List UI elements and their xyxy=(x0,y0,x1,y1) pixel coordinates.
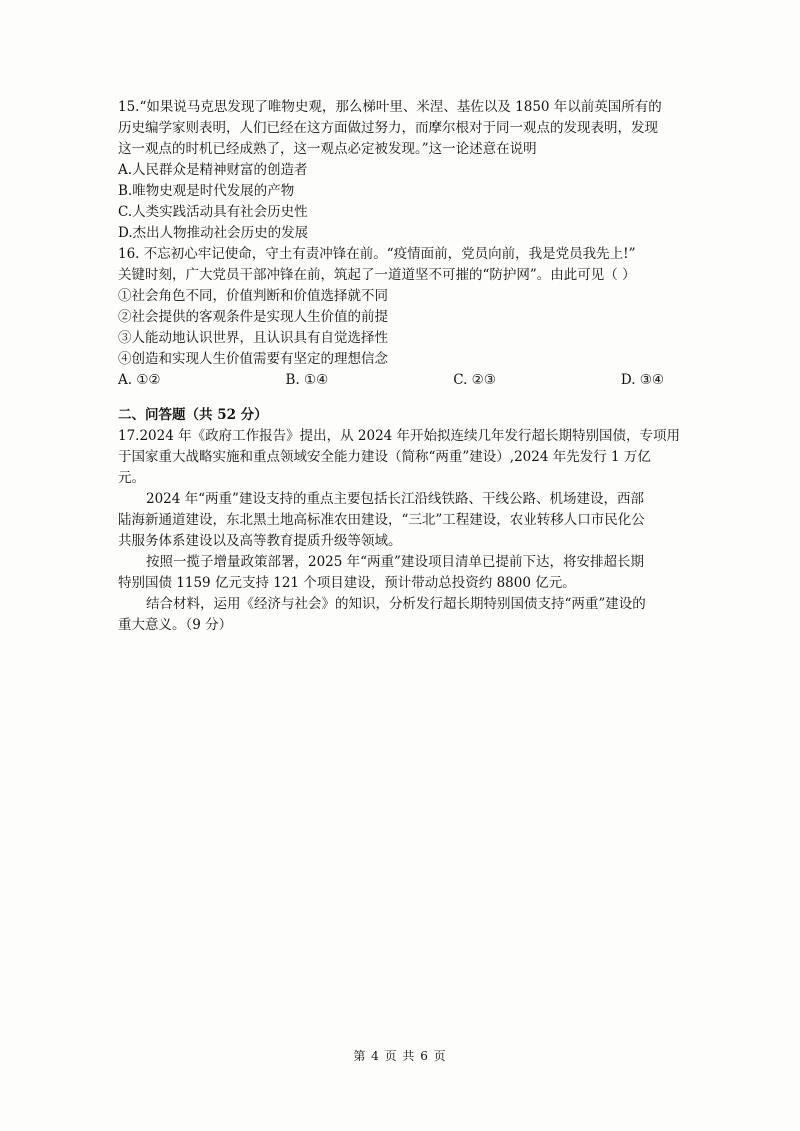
question-15 xyxy=(118,97,690,244)
question-16-statement-2: ②社会提供的客观条件是实现人生价值的前提 xyxy=(118,309,388,325)
question-17-paragraph-3-line: 特别国债 1159 亿元支持 121 个项目建设，预计带动总投资约 8800 亿元。 xyxy=(118,575,576,591)
question-17-intro-line: 元。 xyxy=(118,470,145,486)
question-16-option-c: C. ②③ xyxy=(453,372,496,388)
question-15-option-b: B.唯物史观是时代发展的产物 xyxy=(118,183,295,199)
question-17-paragraph-2-line: 共服务体系建设以及高等教育提质升级等领域。 xyxy=(118,533,402,549)
question-17-intro-line: 17.2024 年《政府工作报告》提出，从 2024 年开始拟连续几年发行超长期特别国债，专项用 xyxy=(118,428,681,444)
question-15-stem-line: 15.“如果说马克思发现了唯物史观，那么梯叶里、米涅、基佐以及 1850 年以前英国所有的 xyxy=(118,99,662,115)
question-17-prompt-line: 重大意义。（9 分） xyxy=(118,617,233,633)
question-16-options xyxy=(118,370,664,391)
question-16-statement-3: ③人能动地认识世界，且认识具有自觉选择性 xyxy=(118,330,388,346)
question-15-option-d: D.杰出人物推动社会历史的发展 xyxy=(118,225,309,241)
question-15-stem-line: 历史编学家则表明，人们已经在这方面做过努力，而摩尔根对于同一观点的发现表明，发现 xyxy=(118,120,658,136)
question-15-option-c: C.人类实践活动具有社会历史性 xyxy=(118,204,308,220)
question-16-statement-1: ①社会角色不同，价值判断和价值选择就不同 xyxy=(118,288,388,304)
section-2-title: 二、问答题（共 52 分） xyxy=(118,407,268,423)
question-16-statement-4: ④创造和实现人生价值需要有坚定的理想信念 xyxy=(118,351,388,367)
question-15-option-a: A.人民群众是精神财富的创造者 xyxy=(118,162,308,178)
question-17-intro-line: 于国家重大战略实施和重点领域安全能力建设（简称“两重”建设）,2024 年先发行 1 万亿 xyxy=(118,449,651,465)
question-17-paragraph-2-line: 2024 年“两重”建设支持的重点主要包括长江沿线铁路、干线公路、机场建设，西部 xyxy=(146,491,644,507)
page-content xyxy=(118,97,690,636)
page-number-footer: 第 4 页 共 6 页 xyxy=(353,1049,447,1063)
question-17-paragraph-3-line: 按照一揽子增量政策部署，2025 年“两重”建设项目清单已提前下达，将安排超长期 xyxy=(146,554,644,570)
question-16-stem-line: 关键时刻，广大党员干部冲锋在前，筑起了一道道坚不可摧的“防护网”。由此可见（ ） xyxy=(118,267,636,283)
question-15-stem-line: 这一观点的时机已经成熟了，这一观点必定被发现。”这一论述意在说明 xyxy=(118,141,537,157)
question-16-stem-line: 16. 不忘初心牢记使命，守土有责冲锋在前。“疫情面前，党员向前，我是党员我先上!” xyxy=(118,246,636,262)
question-16-option-b: B. ①④ xyxy=(285,372,329,388)
question-17-prompt-line: 结合材料，运用《经济与社会》的知识，分析发行超长期特别国债支持“两重”建设的 xyxy=(146,596,646,612)
question-17 xyxy=(118,426,690,636)
question-16-option-a: A. ①② xyxy=(118,372,161,388)
question-16-option-d: D. ③④ xyxy=(620,372,664,388)
question-17-paragraph-2-line: 陆海新通道建设，东北黑土地高标准农田建设，“三北”工程建设，农业转移人口市民化公 xyxy=(118,512,645,528)
section-spacer xyxy=(118,391,690,405)
question-16 xyxy=(118,244,690,391)
